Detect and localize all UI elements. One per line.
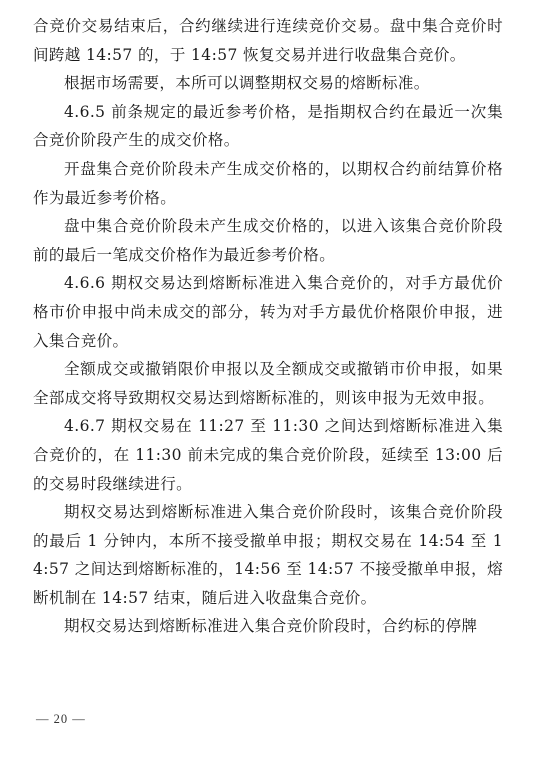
paragraph: 盘中集合竞价阶段未产生成交价格的，以进入该集合竞价阶段前的最后一笔成交价格作为最近参考价格。	[33, 217, 503, 264]
paragraph: 期权交易达到熔断标准进入集合竞价阶段时，该集合竞价阶段的最后 1 分钟内，本所不接受撤单申报；期权交易在 14:54 至 14:57 之间达到熔断标准的，14:56 至 14:57 不接受撤单申报，熔断机制在 14:57 结束，随后进入收盘集合竞价。	[33, 503, 503, 607]
paragraph: 期权交易达到熔断标准进入集合竞价阶段时，合约标的停牌	[64, 617, 478, 636]
paragraph: 合竞价交易结束后，合约继续进行连续竞价交易。盘中集合竞价时间跨越 14:57 的，于 14:57 恢复交易并进行收盘集合竞价。	[33, 17, 503, 64]
document-body	[33, 12, 503, 641]
paragraph: 4.6.6 期权交易达到熔断标准进入集合竞价的，对手方最优价格市价申报中尚未成交的部分，转为对手方最优价格限价申报，进入集合竞价。	[33, 274, 503, 350]
paragraph: 4.6.5 前条规定的最近参考价格，是指期权合约在最近一次集合竞价阶段产生的成交价格。	[33, 102, 503, 150]
page-number: — 20 —	[36, 712, 86, 726]
paragraph: 全额成交或撤销限价申报以及全额成交或撤销市价申报，如果全部成交将导致期权交易达到熔断标准的，则该申报为无效申报。	[33, 360, 503, 407]
paragraph: 4.6.7 期权交易在 11:27 至 11:30 之间达到熔断标准进入集合竞价的，在 11:30 前未完成的集合竞价阶段，延续至 13:00 后的交易时段继续进行。	[33, 417, 503, 493]
paragraph: 根据市场需要，本所可以调整期权交易的熔断标准。	[64, 74, 430, 93]
paragraph: 开盘集合竞价阶段未产生成交价格的，以期权合约前结算价格作为最近参考价格。	[33, 159, 503, 207]
